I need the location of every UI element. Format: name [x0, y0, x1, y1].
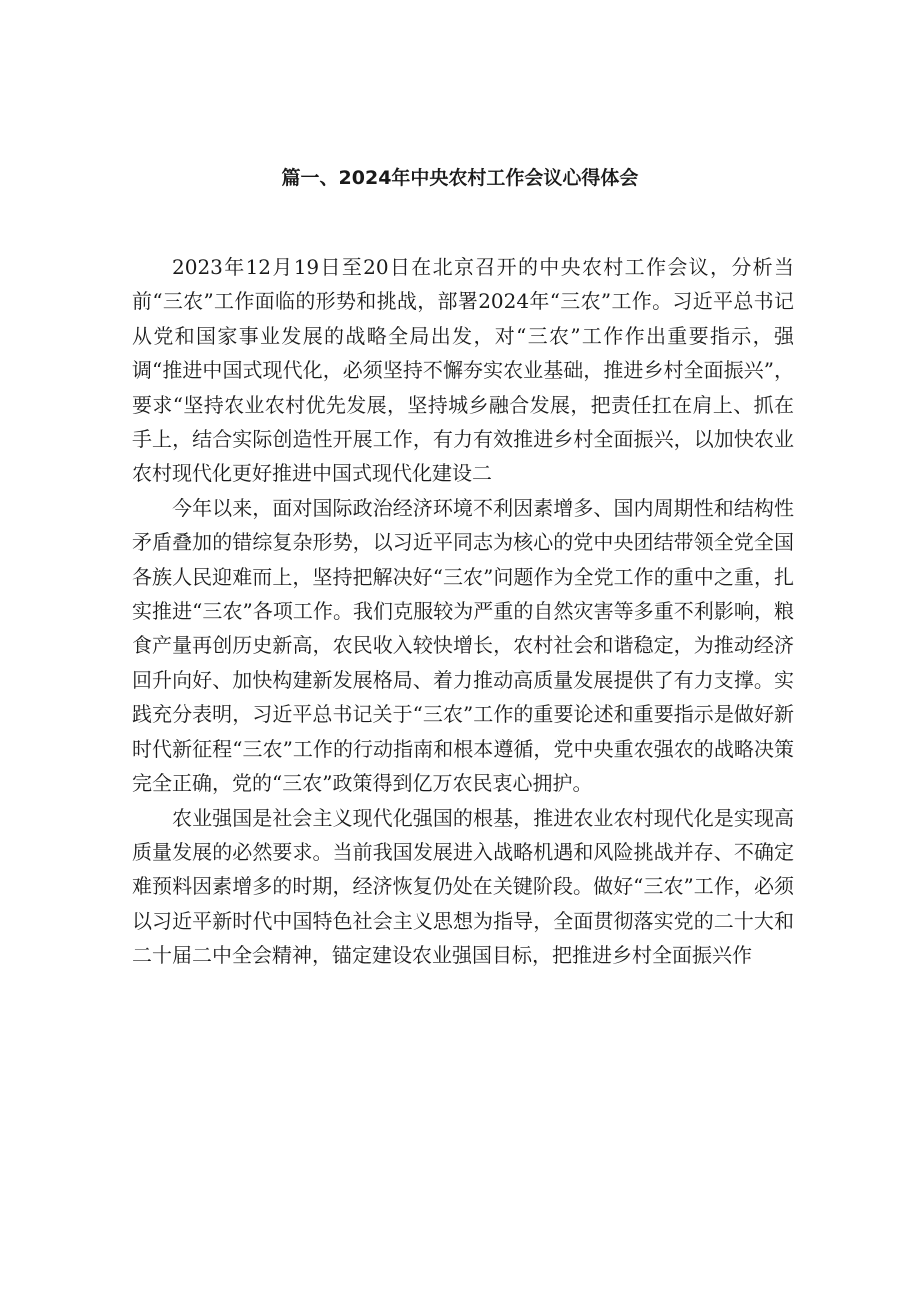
paragraph-1: 2023年12月19日至20日在北京召开的中央农村工作会议，分析当前“三农”工作面临的形势和挑战，部署2024年“三农”工作。习近平总书记从党和国家事业发展的战略全局出发，对“三农”工作作出重要指示，强调“推进中国式现代化，必须坚持不懈夯实农业基础，推进乡村全面振兴”，要求“坚持农业农村优先发展，坚持城乡融合发展，把责任扛在肩上、抓在手上，结合实际创造性开展工作，有力有效推进乡村全面振兴，以加快农业农村现代化更好推进中国式现代化建设二 — [132, 255, 794, 486]
document-body — [132, 250, 794, 973]
paragraph-2: 今年以来，面对国际政治经济环境不利因素增多、国内周期性和结构性矛盾叠加的错综复杂形势，以习近平同志为核心的党中央团结带领全党全国各族人民迎难而上，坚持把解决好“三农”问题作为全党工作的重中之重，扎实推进“三农”各项工作。我们克服较为严重的自然灾害等多重不利影响，粮食产量再创历史新高，农民收入较快增长，农村社会和谐稳定，为推动经济回升向好、加快构建新发展格局、着力推动高质量发展提供了有力支撑。实践充分表明，习近平总书记关于“三农”工作的重要论述和重要指示是做好新时代新征程“三农”工作的行动指南和根本遵循，党中央重农强农的战略决策完全正确，党的“三农”政策得到亿万农民衷心拥护。 — [132, 495, 794, 796]
document-title: 篇一、2024年中央农村工作会议心得体会 — [281, 167, 639, 189]
paragraph-3: 农业强国是社会主义现代化强国的根基，推进农业农村现代化是实现高质量发展的必然要求。当前我国发展进入战略机遇和风险挑战并存、不确定难预料因素增多的时期，经济恢复仍处在关键阶段。做好“三农”工作，必须以习近平新时代中国特色社会主义思想为指导，全面贯彻落实党的二十大和二十届二中全会精神，锚定建设农业强国目标，把推进乡村全面振兴作 — [132, 805, 794, 968]
